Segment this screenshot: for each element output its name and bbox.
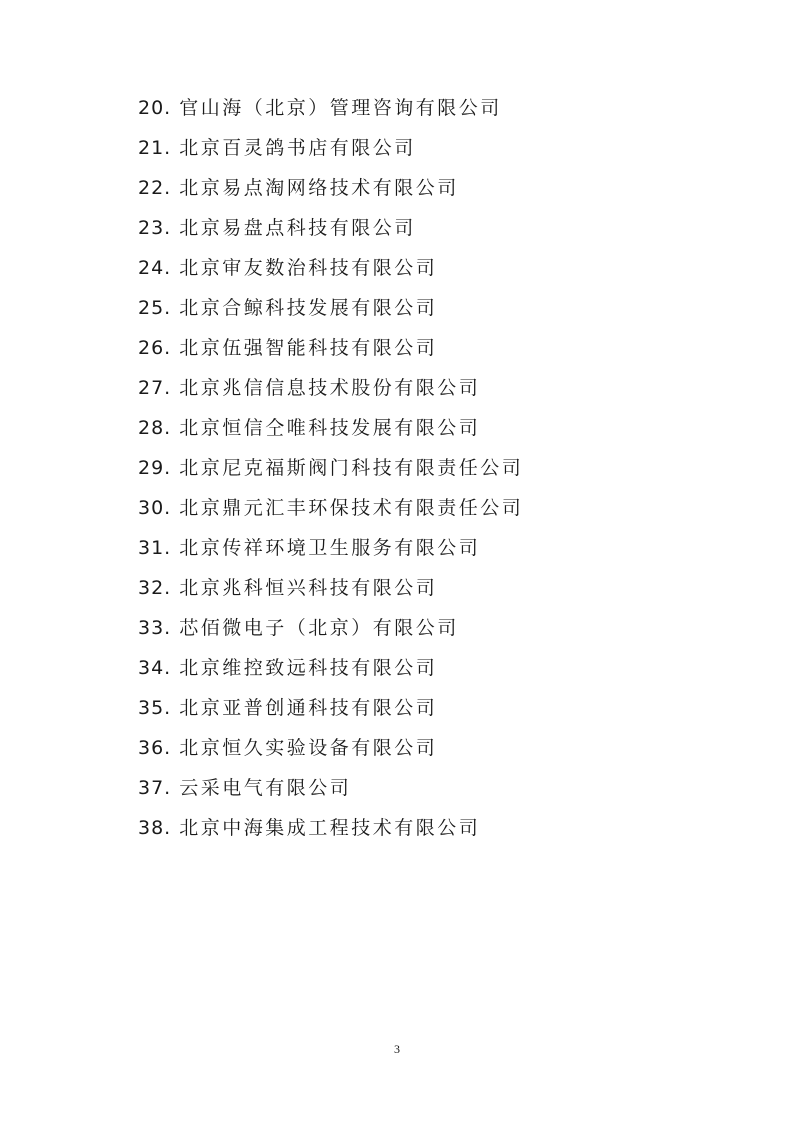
list-item [138,408,523,448]
company-name: 北京鼎元汇丰环保技术有限责任公司 [179,497,524,519]
list-item [138,368,523,408]
company-name: 北京兆信信息技术股份有限公司 [179,377,481,399]
company-name: 北京伍强智能科技有限公司 [179,337,438,359]
list-item [138,288,523,328]
company-name: 北京亚普创通科技有限公司 [179,697,438,719]
item-number: 29. [138,457,172,479]
item-number: 30. [138,497,172,519]
list-item [138,568,523,608]
list-item [138,648,523,688]
item-number: 25. [138,297,172,319]
list-item [138,808,523,848]
list-item [138,128,523,168]
item-number: 28. [138,417,172,439]
item-number: 38. [138,817,172,839]
item-number: 22. [138,177,172,199]
company-name: 北京传祥环境卫生服务有限公司 [179,537,481,559]
list-item [138,528,523,568]
item-number: 32. [138,577,172,599]
list-item [138,608,523,648]
item-number: 26. [138,337,172,359]
company-name: 北京易盘点科技有限公司 [179,217,416,239]
list-item [138,448,523,488]
company-name: 北京合鲸科技发展有限公司 [179,297,438,319]
company-name: 北京易点淘网络技术有限公司 [179,177,459,199]
item-number: 36. [138,737,172,759]
list-item [138,248,523,288]
company-name: 北京恒信仝唯科技发展有限公司 [179,417,481,439]
item-number: 31. [138,537,172,559]
item-number: 33. [138,617,172,639]
list-item [138,688,523,728]
item-number: 20. [138,97,172,119]
item-number: 34. [138,657,172,679]
list-item [138,328,523,368]
company-name: 北京兆科恒兴科技有限公司 [179,577,438,599]
list-item [138,728,523,768]
list-item [138,768,523,808]
list-item [138,168,523,208]
page-number: 3 [394,1042,400,1056]
company-name: 云采电气有限公司 [179,777,352,799]
item-number: 23. [138,217,172,239]
company-name: 北京维控致远科技有限公司 [179,657,438,679]
company-name: 北京尼克福斯阀门科技有限责任公司 [179,457,524,479]
item-number: 24. [138,257,172,279]
company-name: 北京审友数治科技有限公司 [179,257,438,279]
item-number: 37. [138,777,172,799]
company-list [138,88,523,848]
list-item [138,208,523,248]
list-item [138,488,523,528]
company-name: 北京百灵鸽书店有限公司 [179,137,416,159]
company-name: 芯佰微电子（北京）有限公司 [179,617,459,639]
company-name: 官山海（北京）管理咨询有限公司 [179,97,502,119]
company-name: 北京恒久实验设备有限公司 [179,737,438,759]
company-name: 北京中海集成工程技术有限公司 [179,817,481,839]
list-item [138,88,523,128]
item-number: 27. [138,377,172,399]
item-number: 35. [138,697,172,719]
item-number: 21. [138,137,172,159]
